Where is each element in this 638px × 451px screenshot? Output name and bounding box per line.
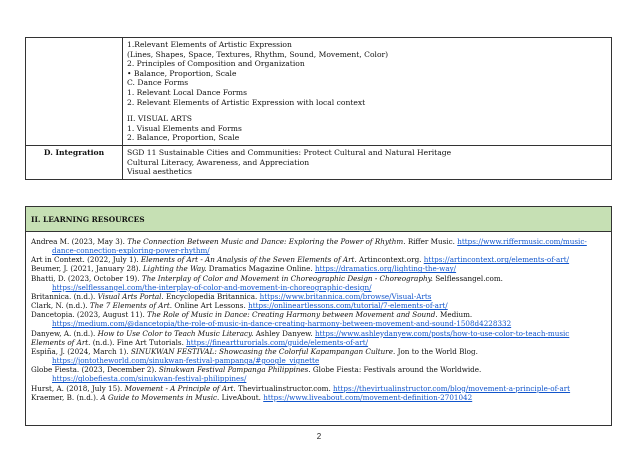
reference-author: Clark, N. (n.d.). xyxy=(31,301,90,311)
reference-source: Selflessangel.com. xyxy=(432,273,503,283)
reference-link[interactable]: https://www.riffermusic.com/music- xyxy=(457,237,587,246)
reference-entry xyxy=(31,310,607,328)
reference-author: Bhatti, D. (2023, October 19). xyxy=(31,273,142,283)
reference-link[interactable]: https://globefiesta.com/sinukwan-festival-philippines/ xyxy=(52,374,247,384)
reference-link[interactable]: dance-connection-exploring-power-rhythm/ xyxy=(52,246,210,256)
reference-author: Globe Fiesta. (2023, December 2). xyxy=(31,365,159,375)
reference-title: The Interplay of Color and Movement in Choreographic Design - Choreography. xyxy=(141,273,433,283)
reference-source: Online Art Lessons. xyxy=(172,301,249,311)
reference-title: The Role of Music in Dance: Creating Harmony between Movement and Sound. xyxy=(147,310,438,320)
reference-author: Danyew, A. (n.d.). xyxy=(31,328,98,338)
reference-source: Ashley Danyew. xyxy=(253,328,316,338)
reference-source: Medium. xyxy=(437,310,473,320)
reference-link[interactable]: https://www.liveabout.com/movement-definition-2701042 xyxy=(263,392,473,402)
integration-line: SGD 11 Sustainable Cities and Communities: Protect Cultural and Natural Heritage xyxy=(127,147,452,157)
reference-source: (n.d.). Fine Art Tutorials. xyxy=(90,337,187,347)
reference-entry xyxy=(31,347,607,365)
reference-title: The Connection Between Music and Dance: Exploring the Power of Rhythm. xyxy=(127,237,406,246)
reference-link[interactable]: https://onlineartlessons.com/tutorial/7-elements-of-art/ xyxy=(248,301,448,311)
reference-entry xyxy=(31,365,607,383)
content-line: 1. Relevant Local Dance Forms xyxy=(127,87,248,97)
reference-entry xyxy=(31,264,607,273)
content-line: C. Dance Forms xyxy=(127,78,189,88)
reference-author: Andrea M. (2023, May 3). xyxy=(31,237,128,246)
reference-entry xyxy=(31,301,607,310)
table-row xyxy=(26,145,612,179)
reference-entry xyxy=(31,393,607,402)
table-row xyxy=(26,38,612,146)
reference-title: Visual Arts Portal. xyxy=(97,291,164,301)
reference-source: Artincontext.org. xyxy=(356,255,424,265)
reference-link[interactable]: https://fineartturorials.com/guide/elements-of-art/ xyxy=(186,337,369,347)
reference-source: Globe Fiesta: Festivals around the Worldwide. xyxy=(310,365,482,375)
reference-link[interactable]: https://thevirtualinstructor.com/blog/movement-a-principle-of-art xyxy=(333,383,571,393)
reference-title: Lighting the Way. xyxy=(143,264,207,274)
reference-entry xyxy=(31,338,607,347)
content-line: (Lines, Shapes, Space, Textures, Rhythm, Sound, Movement, Color) xyxy=(127,49,389,59)
reference-link[interactable]: https://jontotheworld.com/sinukwan-festival-pampanga/#google_vignette xyxy=(52,356,320,366)
reference-link[interactable]: https://www.ashleydanyew.com/posts/how-to-use-color-to-teach-music xyxy=(315,328,570,338)
reference-source: Riffer Music. xyxy=(405,237,458,246)
integration-cell xyxy=(123,145,612,179)
integration-line: Cultural Literacy, Awareness, and Appreciation xyxy=(127,157,310,167)
content-line: II. VISUAL ARTS xyxy=(127,114,192,124)
reference-author: Kraemer, B. (n.d.). xyxy=(31,392,101,402)
reference-title: Elements of Art. xyxy=(31,337,91,347)
reference-title: A Guide to Movements in Music. xyxy=(100,392,220,402)
content-line: 2. Principles of Composition and Organization xyxy=(127,59,305,69)
learning-resources-heading: II. LEARNING RESOURCES xyxy=(26,207,611,232)
reference-author: Espiña, J. (2024, March 1). xyxy=(31,346,131,356)
reference-author: Art in Context. (2022, July 1). xyxy=(31,255,141,265)
empty-label-cell xyxy=(26,38,123,146)
reference-author: Hurst, A. (2018, July 15). xyxy=(31,383,125,393)
content-line: 2. Relevant Elements of Artistic Expression with local context xyxy=(127,97,366,107)
reference-entry xyxy=(31,292,607,301)
reference-title: Sinukwan Festival Pampanga Philippines. xyxy=(158,365,311,375)
curriculum-table xyxy=(25,37,612,180)
content-line: 1.Relevant Elements of Artistic Expression xyxy=(127,40,292,49)
reference-link[interactable]: https://www.britannica.com/browse/Visual-Arts xyxy=(259,291,432,301)
reference-source: Jon to the World Blog. xyxy=(395,346,478,356)
reference-link[interactable]: https://medium.com/@dancetopia/the-role-of-music-in-dance-creating-harmony-between-movement-and-sound-1508d4228332 xyxy=(52,319,512,329)
content-cell xyxy=(123,38,612,146)
reference-entry xyxy=(31,329,607,338)
reference-link[interactable]: https://selflessangel.com/the-interplay-of-color-and-movement-in-choreographic-design/ xyxy=(52,282,372,292)
reference-link[interactable]: https://dramatics.org/lighting-the-way/ xyxy=(314,264,457,274)
reference-entry xyxy=(31,274,607,292)
integration-line: Visual aesthetics xyxy=(127,167,192,177)
reference-title: SINUKWAN FESTIVAL: Showcasing the Colorful Kapampangan Culture. xyxy=(130,346,396,356)
references-list xyxy=(26,232,611,425)
reference-source: Encyclopedia Britannica. xyxy=(163,291,260,301)
content-line: 1. Visual Elements and Forms xyxy=(127,123,242,133)
blank-line xyxy=(127,107,607,114)
reference-author: Britannica. (n.d.). xyxy=(31,291,98,301)
reference-author: Dancetopia. (2023, August 11). xyxy=(31,310,148,320)
reference-title: How to Use Color to Teach Music Literacy. xyxy=(97,328,254,338)
reference-title: Elements of Art - An Analysis of the Seven Elements of Art. xyxy=(140,255,357,265)
content-line: 2. Balance, Proportion, Scale xyxy=(127,133,240,143)
reference-link[interactable]: https://artincontext.org/elements-of-art/ xyxy=(423,255,570,265)
learning-resources-box xyxy=(25,206,612,426)
reference-title: The 7 Elements of Art. xyxy=(89,301,173,311)
integration-label: D. Integration xyxy=(26,145,123,179)
reference-entry xyxy=(31,384,607,393)
reference-source: Thevirtualinstructor.com. xyxy=(235,383,334,393)
reference-source: LiveAbout. xyxy=(219,392,264,402)
reference-entry xyxy=(31,237,607,255)
content-line: • Balance, Proportion, Scale xyxy=(127,68,237,78)
reference-entry xyxy=(31,255,607,264)
reference-source: Dramatics Magazine Online. xyxy=(206,264,315,274)
reference-author: Beumer, J. (2021, January 28). xyxy=(31,264,144,274)
reference-title: Movement - A Principle of Art. xyxy=(124,383,236,393)
page-number: 2 xyxy=(316,432,322,441)
